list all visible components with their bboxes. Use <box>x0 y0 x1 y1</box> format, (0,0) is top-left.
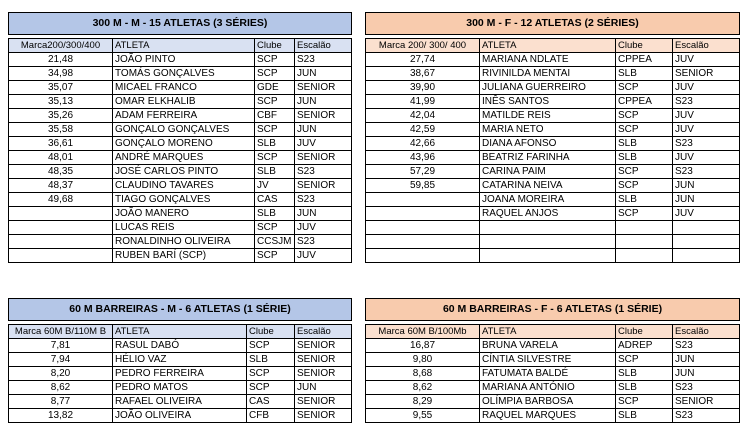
club-cell: SCP <box>255 249 295 263</box>
athlete-header: ATLETA <box>480 325 616 339</box>
mark-cell: 43,96 <box>366 151 480 165</box>
header-row <box>9 325 352 339</box>
table-row <box>366 235 740 249</box>
mark-cell: 9,55 <box>366 409 480 423</box>
mark-cell: 59,85 <box>366 179 480 193</box>
club-cell: SCP <box>616 81 673 95</box>
category-header: Escalão <box>295 325 352 339</box>
club-cell <box>616 235 673 249</box>
mark-cell: 48,35 <box>9 165 113 179</box>
mark-cell: 41,99 <box>366 95 480 109</box>
table-row <box>366 339 740 353</box>
category-header: Escalão <box>295 39 352 53</box>
mark-header: Marca 60M B/110M B <box>9 325 113 339</box>
athlete-cell: BEATRIZ FARINHA <box>480 151 616 165</box>
mark-cell: 42,04 <box>366 109 480 123</box>
athlete-cell: RONALDINHO OLIVEIRA <box>113 235 255 249</box>
mark-cell: 48,37 <box>9 179 113 193</box>
table-row <box>366 207 740 221</box>
athlete-cell <box>480 221 616 235</box>
header-row <box>9 39 352 53</box>
table-300m-women <box>365 12 740 263</box>
club-cell: CAS <box>247 395 295 409</box>
athlete-cell: CLAUDINO TAVARES <box>113 179 255 193</box>
athlete-cell: RUBEN BARÍ (SCP) <box>113 249 255 263</box>
table-row <box>366 53 740 67</box>
mark-cell: 8,62 <box>9 381 113 395</box>
athlete-cell: PEDRO FERREIRA <box>113 367 247 381</box>
table-row <box>9 235 352 249</box>
club-cell: SCP <box>616 123 673 137</box>
category-cell: S23 <box>673 409 740 423</box>
mark-cell: 48,01 <box>9 151 113 165</box>
category-cell: JUV <box>295 249 352 263</box>
club-cell: SCP <box>616 353 673 367</box>
athlete-cell: JOÃO MANERO <box>113 207 255 221</box>
athlete-cell: OMAR ELKHALIB <box>113 95 255 109</box>
club-cell: SLB <box>616 137 673 151</box>
table-row <box>9 179 352 193</box>
club-cell: SCP <box>247 381 295 395</box>
club-cell: SCP <box>255 53 295 67</box>
athlete-cell: JOANA MOREIRA <box>480 193 616 207</box>
table-row <box>9 367 352 381</box>
table-row <box>366 179 740 193</box>
mark-cell <box>9 221 113 235</box>
mark-cell: 8,20 <box>9 367 113 381</box>
category-cell: S23 <box>673 165 740 179</box>
category-cell: SENIOR <box>295 353 352 367</box>
category-cell: S23 <box>673 339 740 353</box>
club-cell: SLB <box>616 367 673 381</box>
mark-cell <box>366 207 480 221</box>
club-cell: SLB <box>616 193 673 207</box>
athlete-cell: TOMÁS GONÇALVES <box>113 67 255 81</box>
athlete-cell: GONÇALO MORENO <box>113 137 255 151</box>
athlete-cell: JOÃO OLIVEIRA <box>113 409 247 423</box>
club-cell: SLB <box>255 137 295 151</box>
athlete-cell: INÊS SANTOS <box>480 95 616 109</box>
category-cell: SENIOR <box>673 395 740 409</box>
category-cell: S23 <box>295 235 352 249</box>
category-cell: JUV <box>295 137 352 151</box>
athlete-cell: MATILDE REIS <box>480 109 616 123</box>
club-cell: SLB <box>616 67 673 81</box>
table-row <box>9 95 352 109</box>
club-cell: CPPEA <box>616 95 673 109</box>
athlete-cell: MARIANA NDLATE <box>480 53 616 67</box>
athlete-cell: FATUMATA BALDÉ <box>480 367 616 381</box>
table-row <box>9 409 352 423</box>
table-row <box>366 381 740 395</box>
table-row <box>366 81 740 95</box>
club-cell: GDE <box>255 81 295 95</box>
table-row <box>366 137 740 151</box>
athlete-cell: CÍNTIA SILVESTRE <box>480 353 616 367</box>
category-cell: SENIOR <box>295 367 352 381</box>
mark-cell: 35,26 <box>9 109 113 123</box>
mark-cell <box>9 235 113 249</box>
club-cell: SLB <box>616 409 673 423</box>
category-cell: S23 <box>295 53 352 67</box>
club-cell: SCP <box>255 151 295 165</box>
club-header: Clube <box>616 39 673 53</box>
category-cell: SENIOR <box>295 109 352 123</box>
table-row <box>9 395 352 409</box>
athlete-cell: BRUNA VARELA <box>480 339 616 353</box>
club-cell: SCP <box>255 95 295 109</box>
athlete-cell: CATARINA NEIVA <box>480 179 616 193</box>
category-cell: SENIOR <box>295 81 352 95</box>
mark-cell <box>9 249 113 263</box>
athlete-cell: RASUL DABÓ <box>113 339 247 353</box>
athlete-cell: JULIANA GUERREIRO <box>480 81 616 95</box>
club-cell: CCSJM <box>255 235 295 249</box>
athlete-cell: MICAEL FRANCO <box>113 81 255 95</box>
club-cell: SCP <box>255 67 295 81</box>
table-row <box>9 109 352 123</box>
mark-cell <box>9 207 113 221</box>
club-cell: SCP <box>616 395 673 409</box>
table-row <box>9 207 352 221</box>
category-cell: JUV <box>673 53 740 67</box>
mark-cell: 39,90 <box>366 81 480 95</box>
club-cell: CFB <box>247 409 295 423</box>
mark-cell: 38,67 <box>366 67 480 81</box>
club-cell: CBF <box>255 109 295 123</box>
table-row <box>366 249 740 263</box>
table-row <box>9 165 352 179</box>
athlete-cell: RAQUEL MARQUES <box>480 409 616 423</box>
table-row <box>366 221 740 235</box>
table-row <box>366 123 740 137</box>
club-cell: SCP <box>247 367 295 381</box>
category-cell <box>673 249 740 263</box>
mark-cell: 27,74 <box>366 53 480 67</box>
mark-cell <box>366 221 480 235</box>
club-cell: SCP <box>616 207 673 221</box>
mark-cell: 7,81 <box>9 339 113 353</box>
header-row <box>366 39 740 53</box>
table-row <box>9 53 352 67</box>
table-row <box>366 409 740 423</box>
mark-header: Marca 200/ 300/ 400 <box>366 39 480 53</box>
mark-cell: 49,68 <box>9 193 113 207</box>
table-row <box>9 339 352 353</box>
category-cell: SENIOR <box>295 395 352 409</box>
table-row <box>9 137 352 151</box>
table-row <box>9 67 352 81</box>
athlete-cell: HÉLIO VAZ <box>113 353 247 367</box>
club-cell: CPPEA <box>616 53 673 67</box>
table-row <box>9 221 352 235</box>
mark-cell: 9,80 <box>366 353 480 367</box>
athlete-cell: ADAM FERREIRA <box>113 109 255 123</box>
table-row <box>9 123 352 137</box>
mark-cell: 35,07 <box>9 81 113 95</box>
athlete-cell: RAFAEL OLIVEIRA <box>113 395 247 409</box>
table-row <box>366 193 740 207</box>
category-cell: SENIOR <box>295 339 352 353</box>
table-row <box>9 353 352 367</box>
athlete-cell: JOÃO PINTO <box>113 53 255 67</box>
mark-cell: 57,29 <box>366 165 480 179</box>
club-cell: SCP <box>247 339 295 353</box>
category-cell: S23 <box>295 193 352 207</box>
table-300m-men <box>8 12 352 263</box>
table-60m-hurdles-men <box>8 298 352 423</box>
table-row <box>366 395 740 409</box>
table-row <box>366 95 740 109</box>
mark-cell: 21,48 <box>9 53 113 67</box>
category-cell: JUV <box>673 123 740 137</box>
category-cell: SENIOR <box>295 409 352 423</box>
club-header: Clube <box>255 39 295 53</box>
table-row <box>366 109 740 123</box>
category-cell: JUN <box>673 353 740 367</box>
mark-cell: 7,94 <box>9 353 113 367</box>
club-cell: SLB <box>616 151 673 165</box>
club-cell: SCP <box>616 109 673 123</box>
table-row <box>9 249 352 263</box>
table-row <box>366 367 740 381</box>
category-cell: JUN <box>295 123 352 137</box>
mark-cell <box>366 249 480 263</box>
table-row <box>9 81 352 95</box>
club-cell <box>616 249 673 263</box>
category-cell <box>673 221 740 235</box>
table-row <box>9 381 352 395</box>
club-header: Clube <box>616 325 673 339</box>
category-cell: JUN <box>295 67 352 81</box>
table-row <box>366 165 740 179</box>
mark-header: Marca200/300/400 <box>9 39 113 53</box>
category-cell: SENIOR <box>673 67 740 81</box>
club-cell: SLB <box>616 381 673 395</box>
athlete-cell: CARINA PAIM <box>480 165 616 179</box>
category-cell: JUV <box>295 221 352 235</box>
mark-header: Marca 60M B/100Mb <box>366 325 480 339</box>
category-cell: JUN <box>673 367 740 381</box>
header-row <box>366 325 740 339</box>
category-cell: JUV <box>673 109 740 123</box>
mark-cell: 8,29 <box>366 395 480 409</box>
mark-cell: 34,98 <box>9 67 113 81</box>
mark-cell <box>366 235 480 249</box>
mark-cell: 13,82 <box>9 409 113 423</box>
mark-cell: 16,87 <box>366 339 480 353</box>
category-cell: JUV <box>673 207 740 221</box>
table-title: 300 M - M - 15 ATLETAS (3 SÉRIES) <box>9 13 352 35</box>
table-row <box>9 193 352 207</box>
category-cell: JUV <box>673 81 740 95</box>
category-cell: S23 <box>673 137 740 151</box>
category-cell: JUN <box>295 95 352 109</box>
category-cell: JUN <box>673 179 740 193</box>
mark-cell: 8,77 <box>9 395 113 409</box>
table-row <box>9 151 352 165</box>
category-cell <box>673 235 740 249</box>
athlete-cell: TIAGO GONÇALVES <box>113 193 255 207</box>
athlete-cell: RIVINILDA MENTAI <box>480 67 616 81</box>
club-cell: JV <box>255 179 295 193</box>
club-header: Clube <box>247 325 295 339</box>
athlete-cell: GONÇALO GONÇALVES <box>113 123 255 137</box>
category-header: Escalão <box>673 39 740 53</box>
club-cell: CAS <box>255 193 295 207</box>
athlete-cell: JOSÉ CARLOS PINTO <box>113 165 255 179</box>
category-cell: JUV <box>673 151 740 165</box>
athlete-cell: PEDRO MATOS <box>113 381 247 395</box>
table-row <box>366 151 740 165</box>
table-title: 60 M BARREIRAS - F - 6 ATLETAS (1 SÉRIE) <box>366 299 740 321</box>
athlete-cell <box>480 249 616 263</box>
mark-cell: 42,59 <box>366 123 480 137</box>
table-title: 60 M BARREIRAS - M - 6 ATLETAS (1 SÉRIE) <box>9 299 352 321</box>
mark-cell: 8,62 <box>366 381 480 395</box>
athlete-header: ATLETA <box>480 39 616 53</box>
club-cell: ADREP <box>616 339 673 353</box>
athlete-cell: MARIANA ANTÓNIO <box>480 381 616 395</box>
mark-cell: 42,66 <box>366 137 480 151</box>
category-cell: JUN <box>295 207 352 221</box>
club-cell: SCP <box>616 165 673 179</box>
athlete-header: ATLETA <box>113 39 255 53</box>
table-60m-hurdles-women <box>365 298 740 423</box>
club-cell: SLB <box>255 207 295 221</box>
club-cell: SCP <box>255 221 295 235</box>
category-cell: JUN <box>295 381 352 395</box>
club-cell: SCP <box>255 123 295 137</box>
table-row <box>366 67 740 81</box>
athlete-cell: ANDRÉ MARQUES <box>113 151 255 165</box>
table-title: 300 M - F - 12 ATLETAS (2 SÉRIES) <box>366 13 740 35</box>
mark-cell <box>366 193 480 207</box>
club-cell <box>616 221 673 235</box>
mark-cell: 8,68 <box>366 367 480 381</box>
category-cell: S23 <box>673 95 740 109</box>
mark-cell: 36,61 <box>9 137 113 151</box>
mark-cell: 35,13 <box>9 95 113 109</box>
athlete-header: ATLETA <box>113 325 247 339</box>
athlete-cell: LUCAS REIS <box>113 221 255 235</box>
athlete-cell: RAQUEL ANJOS <box>480 207 616 221</box>
category-cell: SENIOR <box>295 151 352 165</box>
club-cell: SCP <box>616 179 673 193</box>
category-cell: S23 <box>295 165 352 179</box>
category-cell: S23 <box>673 381 740 395</box>
athlete-cell: DIANA AFONSO <box>480 137 616 151</box>
club-cell: SLB <box>255 165 295 179</box>
athlete-cell: OLÍMPIA BARBOSA <box>480 395 616 409</box>
athlete-cell: MARIA NETO <box>480 123 616 137</box>
category-cell: JUN <box>673 193 740 207</box>
category-header: Escalão <box>673 325 740 339</box>
table-row <box>366 353 740 367</box>
category-cell: SENIOR <box>295 179 352 193</box>
athlete-cell <box>480 235 616 249</box>
mark-cell: 35,58 <box>9 123 113 137</box>
club-cell: SLB <box>247 353 295 367</box>
